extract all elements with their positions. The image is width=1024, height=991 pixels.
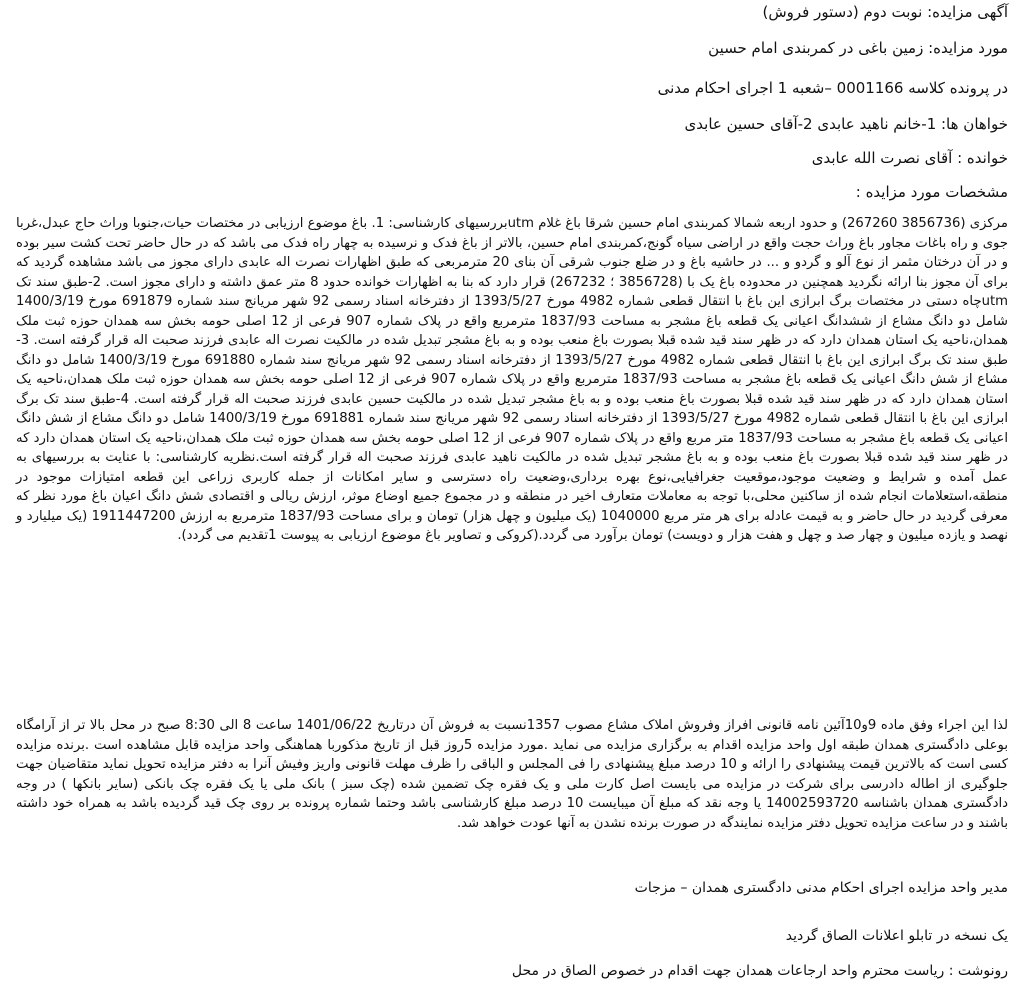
copy-note: یک نسخه در تابلو اعلانات الصاق گردید — [785, 928, 1008, 944]
sale-text: لذا این اجراء وفق ماده 9و10آئین نامه قانونی افراز وفروش املاک مشاع مصوب 1357نسبت به فروش آن درتاریخ 1401/06/22 ساعت 8 الی 8:30 صبح در محل بالا تر از آرامگاه بوعلی دادگستری همدان طبقه اول واحد مزایده اقدام به برگزاری مزایده می نماید .مورد مزایده 5روز قبل از تاریخ مذکوربا هماهنگی واحد مزایده قابل مشاهده است .برنده مزایده کسی است که بالاترین قیمت پیشنهادی را ارائه و 10 درصد مبلغ پیشنهادی را فی المجلس و الباقی را ظرف مهلت قانونی واریز وفیش آنرا به دفتر مزایده تحویل نماید متقاضیان جهت جلوگیری از اطاله دادرسی برای شرکت در مزایده می بایست اصل کارت ملی و یک فقره چک تضمین شده (چک سبز ) بانک ملی یا یک فقره چک بانکی (سایر بانکها ) در وجه دادگستری همدان باشناسه 14002593720 یا وجه نقد که مبلغ آن میبایست 10 درصد مبلغ کارشناسی باشد وحتما شماره پرونده بر روی چک قید گردیده باشد به همراه خود داشته باشند و در ساعت مزایده تحویل دفتر مزایده نمایندگه در صورت برنده نشدن به آنها عودت خواهد شد. — [16, 718, 1009, 831]
defendant-line: خوانده : آقای نصرت الله عابدی — [811, 149, 1008, 167]
case-number: در پرونده کلاسه 0001166 –شعبه 1 اجرای احکام مدنی — [657, 79, 1008, 97]
specs-text: مرکزی (3856736 267260) و حدود اربعه شمالا کمربندی امام حسین شرقا باغ غلام utmبررسیهای کارشناسی: 1. باغ موضوع ارزیابی در مختصات حیات،جنوبا وراث حاج عبدل،غربا جوی و راه باغات مجاور باغ وراث حجت واقع در اراضی سیاه گونج،کمربندی امام حسین، بالاتر از باغ فدک و نرسیده به چهار راه فدک می باشد که در حال حاضر تحت کشت سیر بوده و در آن درختان مثمر از نوع آلو و گردو و ... در حاشیه باغ و در ضلع جنوب شرقی آن بنای 20 مترمربعی که طبق اظهارات نصرت اله عابدی دارای مجوز می باشد مشاهده گردید که برای آن مجوز بنا ارائه نگردید همچنین در محدوده باغ یک با (3856728 ؛ 267232) قرار دارد که بنا به اظهارات خوانده حدود 8 متر عمق داشته و دارای مجوز است. 2-طبق سند تک utmچاه دستی در مختصات برگ ابرازی این باغ با انتقال قطعی شماره 4982 مورخ 1393/5/27 از دفترخانه اسناد رسمی 92 شهر مریانج سند شماره 691879 مورخ 1400/3/19 شامل دو دانگ مشاع از ششدانگ اعیانی یک قطعه باغ مشجر به مساحت 1837/93 مترمربع واقع در پلاک شماره 907 فرعی از 12 اصلی حومه بخش سه همدان حوزه ثبت ملک همدان،ناحیه یک استان همدان دارد که در ظهر سند قید شده قبلا بصورت باغ منعب بوده و به باغ مشجر تبدیل شده در مالکیت نصرت اله عابدی فرزند صحبت اله قرار گرفته است. 3-طبق سند تک برگ ابرازی این باغ با انتقال قطعی شماره 4982 مورخ 1393/5/27 از دفترخانه اسناد رسمی 92 شهر مریانج سند شماره 691880 مورخ 1400/3/19 شامل دو دانگ مشاع از شش دانگ اعیانی یک قطعه باغ مشجر به مساحت 1837/93 مترمربع واقع در پلاک شماره 907 فرعی از 12 اصلی حومه بخش سه همدان حوزه ثبت ملک همدان،ناحیه یک استان همدان دارد که در ظهر سند قید شده قبلا بصورت باغ منعب بوده و به باغ مشجر تبدیل شده در مالکیت حسین عابدی فرزند صحبت اله قرار گرفته است. 4-طبق سند تک برگ ابرازی این باغ با انتقال قطعی شماره 4982 مورخ 1393/5/27 از دفترخانه اسناد رسمی 92 شهر مریانج سند شماره 691881 مورخ 1400/3/19 شامل دو دانگ مشاع از شش دانگ اعیانی یک قطعه باغ مشجر به مساحت 1837/93 متر مربع واقع در پلاک شماره 907 فرعی از 12 اصلی حومه بخش سه همدان حوزه ثبت ملک همدان،ناحیه یک استان همدان دارد که در ظهر سند قید شده قبلا بصورت باغ منعب بوده و به باغ مشجر تبدیل شده در مالکیت ناهید عابدی فرزند صحبت اله قرار گرفته است.نظریه کارشناسی: با عنایت به بررسیهای به عمل آمده و شرایط و وضعیت موجود،موقعیت جغرافیایی،نوع بهره برداری،وضعیت راه دسترسی و سایر امکانات از جمله کاربری زراعی این قطعه امتیازات موجود در منطقه،استعلامات انجام شده از ساکنین محلی،با توجه به معاملات متعارف اخیر در منطقه و در مجموع جمیع اوضاع موثر، ارزش ریالی و اقتصادی شش دانگ اعیان باغ مورد نظر که معرفی گردید در حال حاضر و به قیمت عادله برای هر متر مربع 1040000 (یک میلیون و چهل هزار) تومان و برای مساحت 1837/93 مترمربع به ارزش 1911447200 (یک میلیارد و نهصد و یازده میلیون و چهار صد و چهل و هفت هزار و دویست) تومان برآورد می گردد.(کروکی و تصاویر باغ موضوع ارزیابی به پیوست 1تقدیم می گردد). — [16, 216, 1009, 543]
signature-line: مدیر واحد مزایده اجرای احکام مدنی دادگستری همدان – مزجات — [634, 880, 1008, 896]
auction-subject: مورد مزایده: زمین باغی در کمربندی امام حسین — [708, 39, 1008, 57]
notice-title: آگهی مزایده: نوبت دوم (دستور فروش) — [762, 3, 1008, 21]
sale-conditions-paragraph — [16, 716, 1008, 833]
property-specs-paragraph — [16, 214, 1008, 546]
plaintiffs-line: خواهان ها: 1-خانم ناهید عابدی 2-آقای حسین عابدی — [684, 115, 1008, 133]
specs-heading: مشخصات مورد مزایده : — [855, 183, 1008, 201]
cc-line: رونوشت : ریاست محترم واحد ارجاعات همدان جهت اقدام در خصوص الصاق در محل — [511, 963, 1008, 979]
